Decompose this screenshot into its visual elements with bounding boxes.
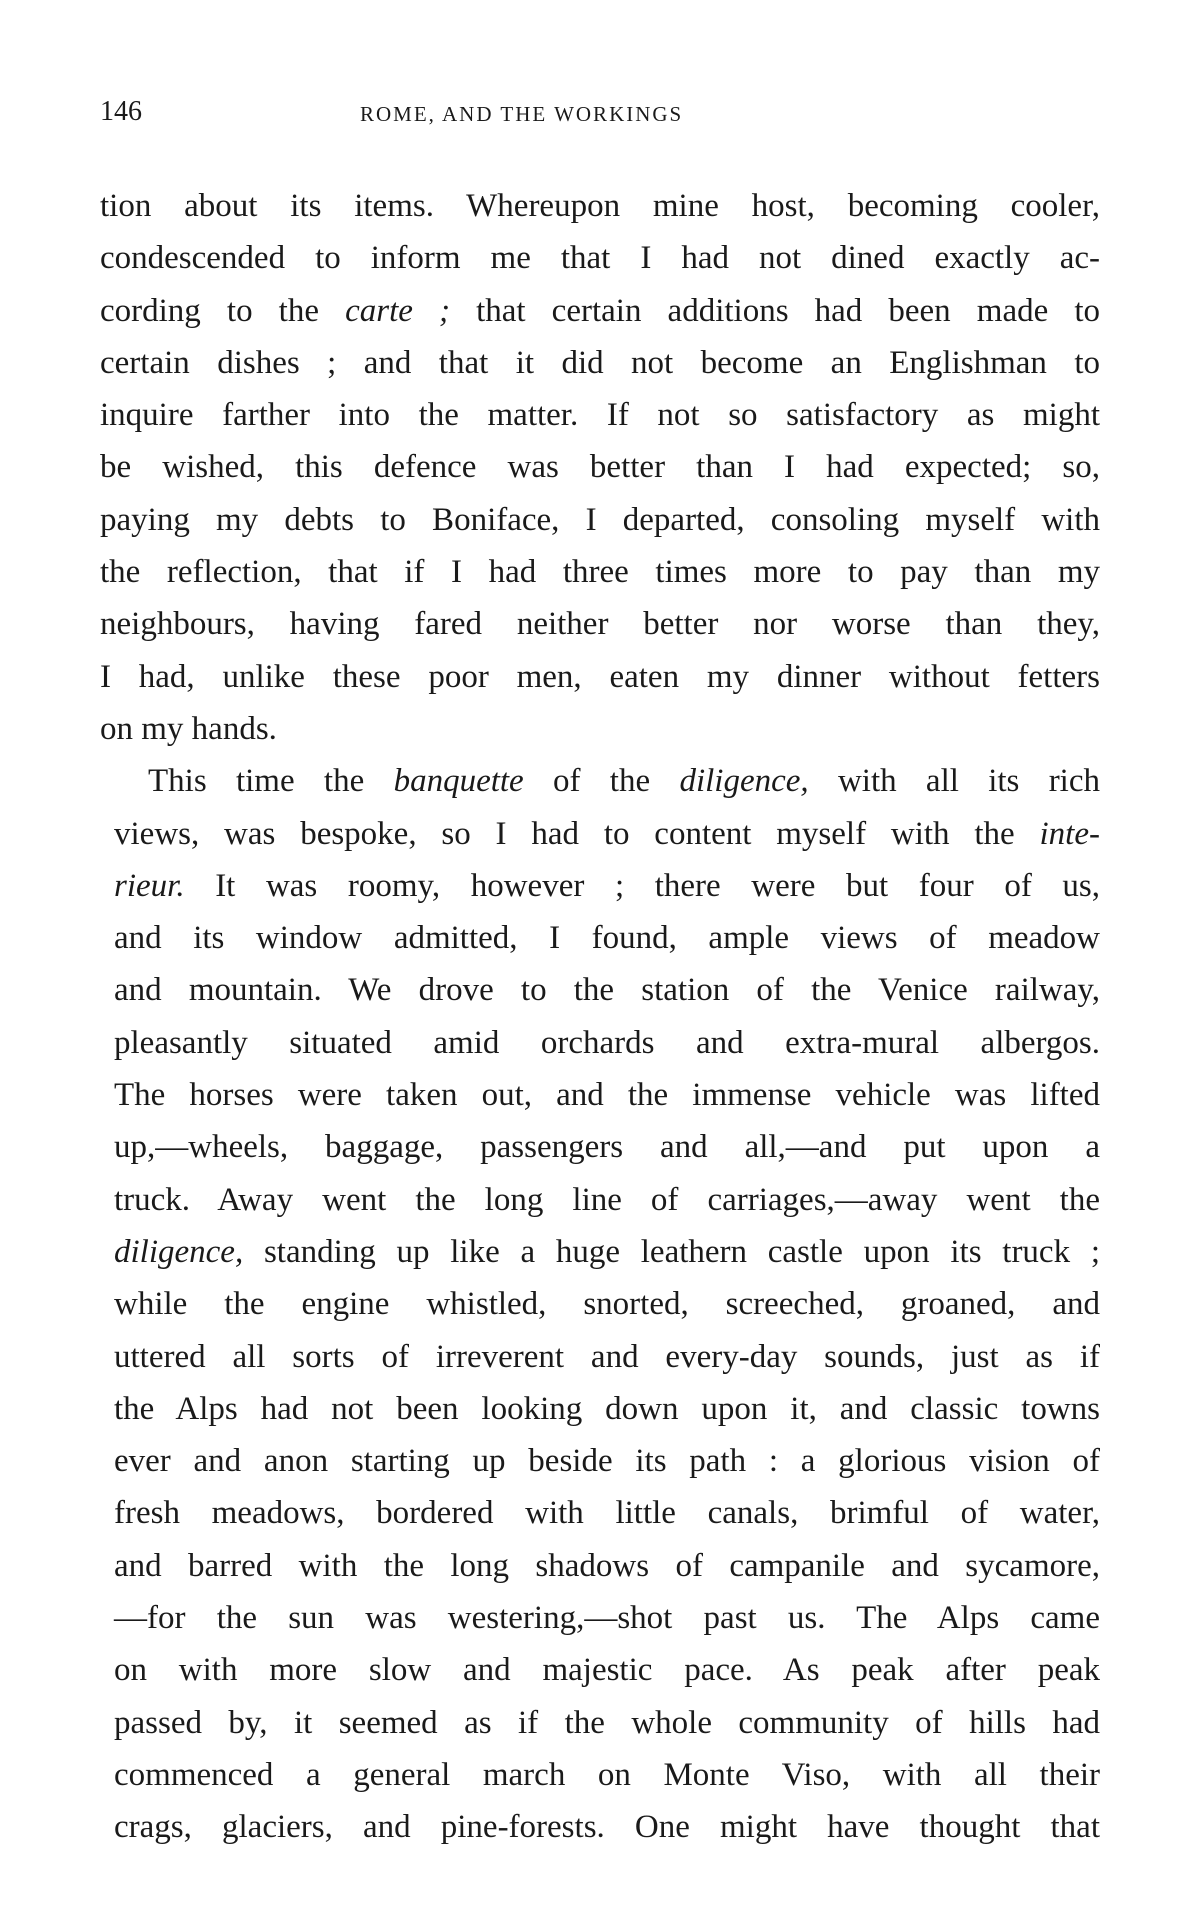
line-text: crags, glaciers, and pine-forests. One might have thought that bbox=[114, 1809, 1100, 1846]
line-text: condescended to inform me that I had not dined exactly ac- bbox=[100, 240, 1100, 277]
text-line bbox=[100, 1644, 1100, 1696]
italic-text: carte ; bbox=[345, 292, 450, 329]
line-text: of the bbox=[523, 763, 680, 800]
line-text: that certain additions had been made to bbox=[450, 292, 1100, 329]
italic-text: diligence, bbox=[114, 1233, 244, 1270]
italic-text: inte- bbox=[1039, 815, 1100, 852]
text-line bbox=[100, 389, 1100, 441]
line-text: cording to the bbox=[100, 292, 346, 329]
text-line bbox=[100, 494, 1100, 546]
text-line bbox=[100, 598, 1100, 650]
text-line bbox=[100, 1801, 1100, 1853]
text-line bbox=[100, 1069, 1100, 1121]
text-line bbox=[100, 808, 1100, 860]
line-text: and its window admitted, I found, ample views of meadow bbox=[114, 920, 1100, 957]
line-text: commenced a general march on Monte Viso, with all their bbox=[114, 1756, 1100, 1793]
line-text: tion about its items. Whereupon mine host, becoming cooler, bbox=[100, 188, 1100, 224]
text-line bbox=[100, 1749, 1100, 1801]
text-line bbox=[100, 1487, 1100, 1539]
text-line bbox=[100, 1697, 1100, 1749]
text-line bbox=[100, 755, 1100, 807]
line-text: be wished, this defence was better than I had expected; so, bbox=[100, 449, 1100, 486]
line-text: pleasantly situated amid orchards and extra-mural albergos. bbox=[114, 1024, 1100, 1061]
line-text: truck. Away went the long line of carriages,—away went the bbox=[114, 1181, 1100, 1218]
italic-text: rieur. bbox=[114, 867, 185, 904]
text-line bbox=[100, 285, 1100, 337]
line-text: the reflection, that if I had three times more to pay than my bbox=[100, 554, 1100, 591]
line-text: passed by, it seemed as if the whole community of hills had bbox=[114, 1704, 1100, 1741]
text-line bbox=[100, 546, 1100, 598]
line-text: on with more slow and majestic pace. As peak after peak bbox=[114, 1652, 1100, 1689]
text-line bbox=[100, 1435, 1100, 1487]
line-text: uttered all sorts of irreverent and every-day sounds, just as if bbox=[114, 1338, 1100, 1375]
italic-text: banquette bbox=[393, 763, 524, 800]
text-line bbox=[100, 860, 1100, 912]
text-line bbox=[100, 1383, 1100, 1435]
text-line bbox=[100, 1226, 1100, 1278]
line-text: the Alps had not been looking down upon it, and classic towns bbox=[114, 1390, 1100, 1427]
line-text: —for the sun was westering,—shot past us. The Alps came bbox=[114, 1600, 1100, 1637]
line-text: and barred with the long shadows of campanile and sycamore, bbox=[114, 1547, 1100, 1584]
text-line bbox=[100, 1540, 1100, 1592]
text-line bbox=[100, 1017, 1100, 1069]
text-line bbox=[100, 337, 1100, 389]
page-header bbox=[100, 96, 1100, 136]
text-line bbox=[100, 180, 1100, 232]
line-text: and mountain. We drove to the station of the Venice railway, bbox=[114, 972, 1100, 1009]
text-line bbox=[100, 1331, 1100, 1383]
line-text: This time the bbox=[148, 763, 394, 800]
text-line bbox=[100, 232, 1100, 284]
text-line bbox=[100, 441, 1100, 493]
running-head: ROME, AND THE WORKINGS bbox=[360, 102, 684, 126]
text-line bbox=[100, 651, 1100, 703]
line-text: certain dishes ; and that it did not become an Englishman to bbox=[100, 344, 1100, 381]
line-text: up,—wheels, baggage, passengers and all,—and put upon a bbox=[114, 1129, 1100, 1166]
body-text bbox=[100, 180, 1100, 1854]
line-text: It was roomy, however ; there were but four of us, bbox=[184, 867, 1100, 904]
line-text: neighbours, having fared neither better nor worse than they, bbox=[100, 606, 1100, 643]
line-text: while the engine whistled, snorted, screeched, groaned, and bbox=[114, 1286, 1100, 1323]
line-text: views, was bespoke, so I had to content myself with the bbox=[114, 815, 1040, 852]
line-text: standing up like a huge leathern castle upon its truck ; bbox=[243, 1233, 1100, 1270]
italic-text: diligence, bbox=[679, 763, 809, 800]
line-text: fresh meadows, bordered with little canals, brimful of water, bbox=[114, 1495, 1100, 1532]
text-line bbox=[100, 1121, 1100, 1173]
line-text: I had, unlike these poor men, eaten my dinner without fetters bbox=[100, 658, 1100, 695]
text-line bbox=[100, 703, 1100, 755]
page-number: 146 bbox=[100, 96, 142, 127]
line-text: paying my debts to Boniface, I departed, consoling myself with bbox=[100, 501, 1100, 538]
line-text: on my hands. bbox=[100, 710, 277, 747]
text-line bbox=[100, 1174, 1100, 1226]
text-line bbox=[100, 964, 1100, 1016]
text-line bbox=[100, 912, 1100, 964]
line-text: inquire farther into the matter. If not so satisfactory as might bbox=[100, 397, 1100, 434]
text-line bbox=[100, 1592, 1100, 1644]
line-text: with all its rich bbox=[808, 763, 1100, 800]
line-text: The horses were taken out, and the immense vehicle was lifted bbox=[114, 1077, 1100, 1114]
line-text: ever and anon starting up beside its path : a glorious vision of bbox=[114, 1443, 1100, 1480]
text-line bbox=[100, 1278, 1100, 1330]
